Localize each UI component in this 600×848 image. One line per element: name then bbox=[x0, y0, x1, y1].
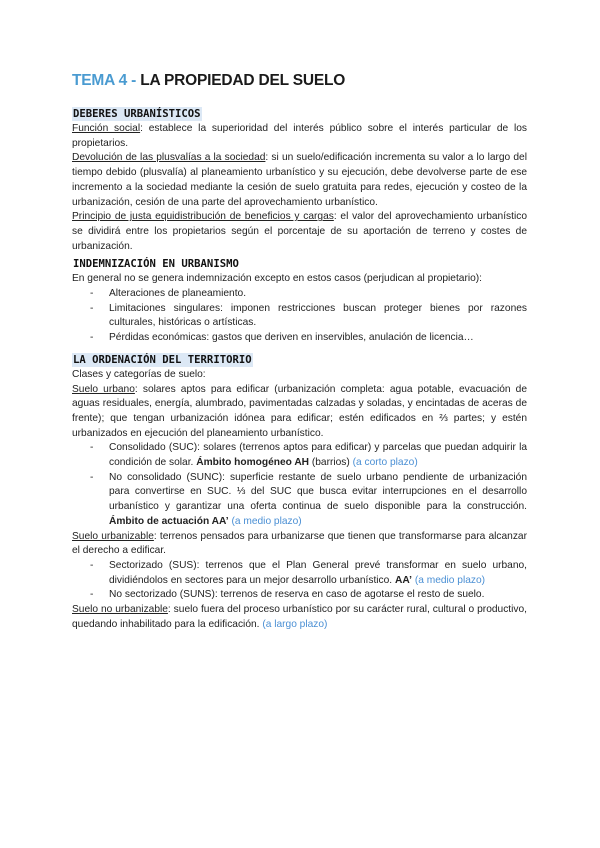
term-principio: Principio de justa equidistribución de beneficios y cargas bbox=[72, 211, 334, 223]
item-note: (a medio plazo) bbox=[231, 515, 302, 527]
item-text: No consolidado (SUNC): superficie restante de suelo urbano pendiente de urbanización para convertirse en SUC. ⅓ del SUC que busca evitar interrupciones en el desarrollo urbanístico y garantizar una oferta continua de suelo disponible para la construcción. bbox=[109, 471, 527, 513]
section-deberes bbox=[72, 104, 527, 254]
item-text: Consolidado (SUC): solares (terrenos aptos para edificar) y parcelas que puedan adquirir la condición de solar. bbox=[109, 442, 527, 469]
term-suelo-urbano: Suelo urbano bbox=[72, 383, 135, 395]
section-indemnizacion bbox=[72, 254, 527, 346]
list-item: - Limitaciones singulares: imponen restricciones buscan proteger bienes por razones culturales, históricas o artísticas. bbox=[90, 302, 527, 331]
text-devolucion: : si un suelo/edificación incrementa su valor a lo largo del tiempo debido (plusvalía) al planeamiento urbanístico y su ejecución, debe devolverse parte de ese incremento a la sociedad mediante la cesión de suelo gratuita para redes, ejecución y costeo de la urbanización, cesión de una parte del aprovechamiento urbanístico. bbox=[72, 152, 527, 208]
section-ordenacion bbox=[72, 350, 527, 633]
item-bold: Ámbito homogéneo AH bbox=[196, 457, 310, 469]
section-heading-deberes: DEBERES URBANÍSTICOS bbox=[73, 108, 201, 120]
section-heading-ordenacion: LA ORDENACIÓN DEL TERRITORIO bbox=[73, 353, 252, 366]
topic-title: LA PROPIEDAD DEL SUELO bbox=[140, 72, 346, 89]
page-title bbox=[72, 72, 527, 90]
section-heading-indemnizacion: INDEMNIZACIÓN EN URBANISMO bbox=[73, 258, 239, 271]
text-suelo-urbanizable: : terrenos pensados para urbanizarse que tienen que transformarse para alcanzar el derecho a edificar. bbox=[72, 530, 527, 557]
term-suelo-urbanizable: Suelo urbanizable bbox=[72, 530, 154, 542]
text-funcion-social: : establece la superioridad del interés público sobre el interés particular de los propietarios. bbox=[72, 123, 527, 149]
paragraph-suelo-no-urbanizable bbox=[72, 603, 527, 632]
item-after: (barrios) bbox=[309, 457, 353, 469]
text-suelo-urbano: : solares aptos para edificar (urbanización completa: agua potable, evacuación de aguas residuales, energía, alumbrado, pavimentadas calzadas y soladas, y encintadas de aceras de frente); que tengan urbanización idónea para edificar; estén edificados en ⅔ partes; y estén urbanizados en ejecución del planeamiento urbanístico. bbox=[72, 383, 528, 439]
paragraph-suelo-urbano bbox=[72, 383, 527, 442]
list-item bbox=[90, 471, 527, 530]
note-suelo-no-urbanizable: (a largo plazo) bbox=[262, 618, 328, 630]
paragraph-funcion-social bbox=[72, 122, 527, 151]
list-item bbox=[90, 588, 527, 603]
item-text: Sectorizado (SUS): terrenos que el Plan General prevé transformar en suelo urbano, dividiéndolos en sectores para un mejor desarrollo urbanístico. bbox=[109, 559, 527, 586]
item-text: No sectorizado (SUNS): terrenos de reserva en caso de agotarse el resto de suelo. bbox=[109, 589, 485, 601]
term-suelo-no-urbanizable: Suelo no urbanizable bbox=[72, 604, 168, 616]
item-bold: AA’ bbox=[394, 574, 412, 586]
list-item: - Pérdidas económicas: gastos que deriven en inservibles, anulación de licencia… bbox=[90, 331, 527, 346]
paragraph-indemnizacion-intro: En general no se genera indemnización excepto en estos casos (perjudican al propietario): bbox=[72, 273, 483, 285]
term-funcion-social: Función social bbox=[72, 123, 141, 134]
list-item bbox=[90, 559, 527, 588]
document-page bbox=[72, 72, 527, 633]
list-item: - Alteraciones de planeamiento. bbox=[90, 287, 527, 302]
list-indemnizacion bbox=[72, 287, 527, 346]
paragraph-suelo-urbanizable bbox=[72, 530, 527, 559]
topic-number: TEMA 4 - bbox=[72, 72, 141, 89]
list-suelo-urbano bbox=[72, 441, 527, 529]
paragraph-principio bbox=[72, 210, 527, 254]
text-suelo-no-urbanizable: : suelo fuera del proceso urbanístico por su carácter rural, cultural o productivo, quedando inhabilitado para la edificación. bbox=[72, 604, 527, 630]
item-bold: Ámbito de actuación AA’ bbox=[109, 515, 229, 527]
list-item bbox=[90, 441, 527, 470]
paragraph-ordenacion-intro: Clases y categorías de suelo: bbox=[72, 368, 206, 380]
text-principio: : el valor del aprovechamiento urbanístico se dividirá entre los propietarios según el porcentaje de su aportación de terreno y costes de urbanización. bbox=[72, 211, 527, 252]
item-note: (a corto plazo) bbox=[352, 457, 418, 469]
paragraph-devolucion bbox=[72, 151, 527, 210]
term-devolucion: Devolución de las plusvalías a la sociedad bbox=[72, 152, 266, 164]
list-suelo-urbanizable bbox=[72, 559, 527, 603]
item-note: (a medio plazo) bbox=[414, 574, 486, 586]
